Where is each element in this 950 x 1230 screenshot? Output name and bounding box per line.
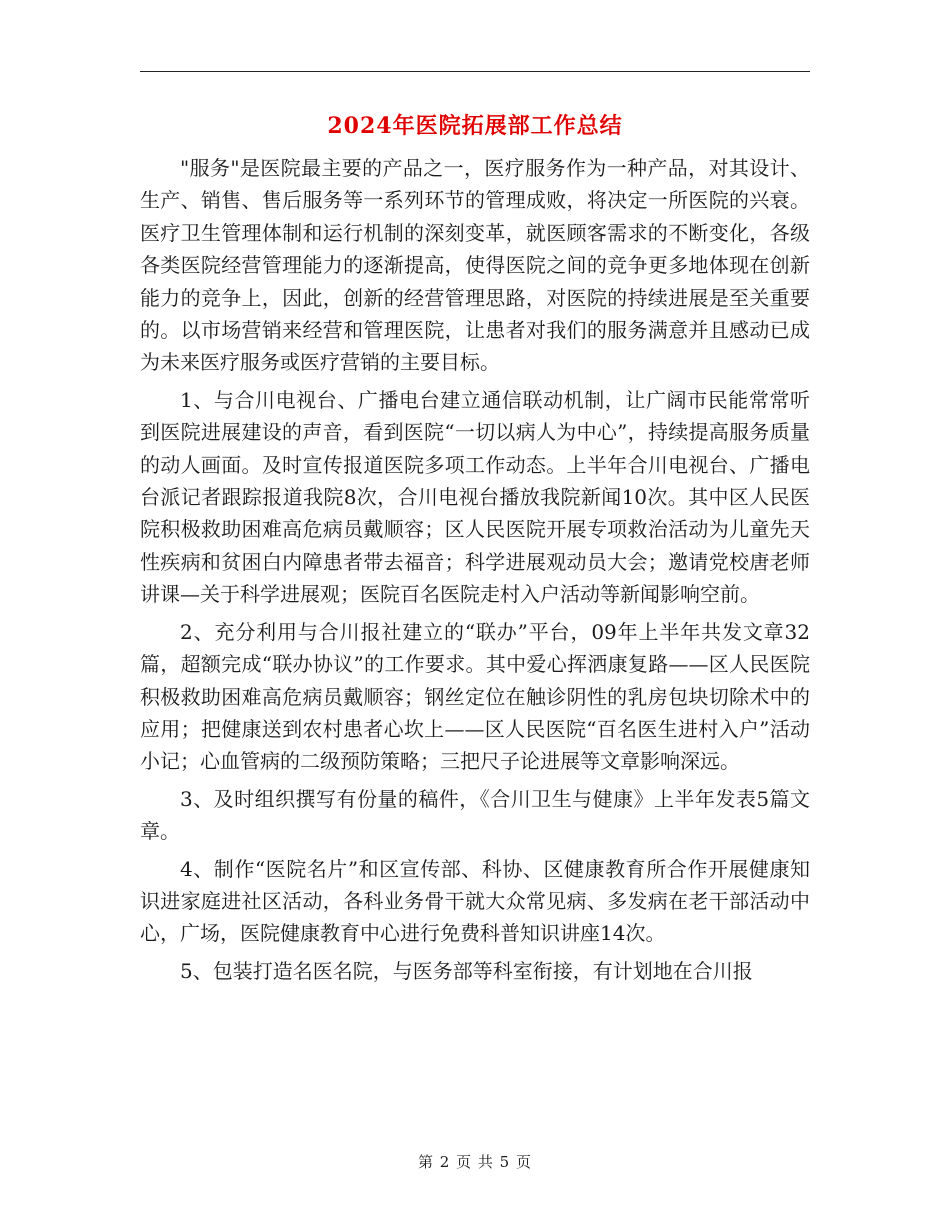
document-body (140, 152, 810, 992)
paragraph-intro: "服务"是医院最主要的产品之一，医疗服务作为一种产品，对其设计、生产、销售、售后服务等一系列环节的管理成败，将决定一所医院的兴衰。医疗卫生管理体制和运行机制的深刻变革，就医顾客需求的不断变化，各级各类医院经营管理能力的逐渐提高，使得医院之间的竞争更多地体现在创新能力的竞争上，因此，创新的经营管理思路，对医院的持续进展是至关重要的。以市场营销来经营和管理医院，让患者对我们的服务满意并且感动已成为未来医疗服务或医疗营销的主要目标。 (140, 156, 810, 375)
page-number: 第 2 页 共 5 页 (418, 1153, 532, 1171)
paragraph-item-1: 1、与合川电视台、广播电台建立通信联动机制，让广阔市民能常常听到医院进展建设的声音，看到医院“一切以病人为中心”，持续提高服务质量的动人画面。及时宣传报道医院多项工作动态。上半年合川电视台、广播电台派记者跟踪报道我院8次，合川电视台播放我院新闻10次。其中区人民医院积极救助困难高危病员戴顺容；区人民医院开展专项救治活动为儿童先天性疾病和贫困白内障患者带去福音；科学进展观动员大会；邀请党校唐老师讲课—关于科学进展观；医院百名医院走村入户活动等新闻影响空前。 (140, 387, 810, 607)
paragraph-item-3: 3、及时组织撰写有份量的稿件，《合川卫生与健康》上半年发表5篇文章。 (140, 786, 810, 844)
paragraph-item-4: 4、制作“医院名片”和区宣传部、科协、区健康教育所合作开展健康知识进家庭进社区活动，各科业务骨干就大众常见病、多发病在老干部活动中心，广场，医院健康教育中心进行免费科普知识讲座14次。 (140, 856, 810, 946)
paragraph-item-2: 2、充分利用与合川报社建立的“联办”平台，09年上半年共发文章32篇，超额完成“联办协议”的工作要求。其中爱心挥洒康复路——区人民医院积极救助困难高危病员戴顺容；钢丝定位在触诊阴性的乳房包块切除术中的应用；把健康送到农村患者心坎上——区人民医院“百名医生进村入户”活动小记；心血管病的二级预防策略；三把尺子论进展等文章影响深远。 (140, 619, 810, 774)
paragraph-item-5: 5、包装打造名医名院，与医务部等科室衔接，有计划地在合川报 (180, 958, 753, 983)
header-rule (140, 71, 810, 72)
document-title: 2024年医院拓展部工作总结 (327, 113, 623, 139)
